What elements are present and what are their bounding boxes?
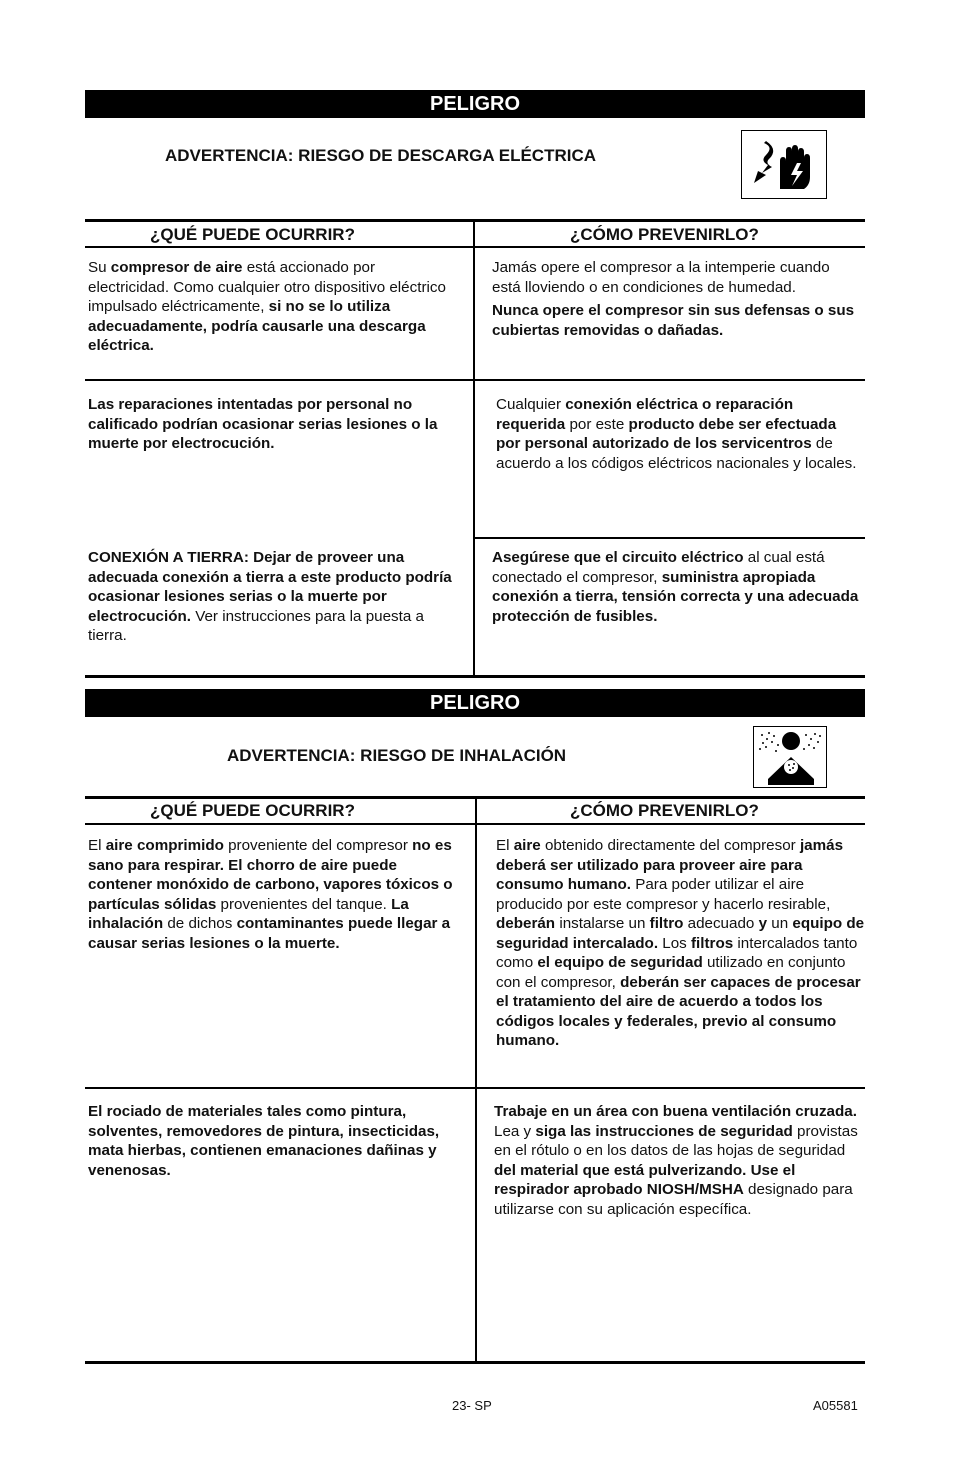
- cell-left: [88, 258, 460, 360]
- header-rule-right: [475, 246, 865, 248]
- table-bottom-rule: [85, 675, 865, 678]
- cell-left: [88, 1102, 460, 1184]
- cell-right: [494, 1102, 866, 1223]
- electric-shock-hand-icon: [741, 130, 827, 199]
- warning-title: ADVERTENCIA: RIESGO DE INHALACIÓN: [227, 746, 567, 765]
- paragraph: Nunca opere el compresor sin sus defensas o sus cubiertas removidas o dañadas.: [492, 302, 855, 339]
- paragraph: CONEXIÓN A TIERRA: Dejar de proveer una adecuada conexión a tierra a este producto podría ocasionar lesiones serias o la muerte por electrocución. Ver instrucciones para la puesta a tierra.: [88, 549, 452, 644]
- paragraph: Su compresor de aire está accionado por electricidad. Como cualquier otro dispositivo eléctrico impulsado eléctricamente, si no se lo utiliza adecuadamente, podría causarle una descarga eléctrica.: [88, 259, 446, 354]
- header-rule-left: [85, 823, 475, 825]
- document-code: A05581: [813, 1398, 858, 1413]
- danger-banner: PELIGRO: [85, 689, 865, 717]
- paragraph: Jamás opere el compresor a la intemperie cuando está lloviendo o en condiciones de humedad.: [492, 259, 830, 296]
- table-bottom-rule: [85, 1361, 865, 1364]
- inhalation-hazard-icon: [753, 726, 827, 788]
- paragraph: El aire obtenido directamente del compresor jamás deberá ser utilizado para proveer aire para consumo humano. Para poder utilizar el aire producido por este compresor y hacerlo resirable, deberán instalarse un filtro adecuado y un equipo de seguridad intercalado. Los filtros intercalados tanto como el equipo de seguridad utilizado en conjunto con el compresor, deberán ser capaces de procesar el tratamiento del aire de acuerdo a todos los códigos locales y federales, previo al consumo humano.: [496, 837, 865, 1049]
- column-divider: [475, 798, 477, 1363]
- paragraph: El rociado de materiales tales como pintura, solventes, removedores de pintura, insecticidas, mata hierbas, contienen emanaciones dañinas y venenosas.: [88, 1103, 440, 1179]
- paragraph: Trabaje en un área con buena ventilación cruzada. Lea y siga las instrucciones de seguridad provistas en el rótulo o en los datos de las hojas de seguridad del material que está pulverizando. Use el respirador aprobado NIOSH/MSHA designado para utilizarse con su aplicación específica.: [494, 1103, 858, 1218]
- table-top-rule: [85, 219, 865, 222]
- cell-left: [88, 395, 460, 458]
- paragraph: Las reparaciones intentadas por personal no calificado podrían ocasionar serias lesiones o la muerte por electrocución.: [88, 396, 438, 452]
- row-divider: [85, 379, 865, 381]
- header-rule-right: [477, 823, 865, 825]
- column-header-what: ¿QUÉ PUEDE OCURRIR?: [150, 225, 355, 244]
- paragraph: Cualquier conexión eléctrica o reparación requerida por este producto debe ser efectuada por personal autorizado de los servicentros de acuerdo a los códigos eléctricos nacionales y locales.: [496, 396, 857, 472]
- cell-left: [88, 548, 460, 650]
- column-header-how: ¿CÓMO PREVENIRLO?: [570, 225, 759, 244]
- column-header-what: ¿QUÉ PUEDE OCURRIR?: [150, 801, 355, 820]
- warning-title: ADVERTENCIA: RIESGO DE DESCARGA ELÉCTRICA: [165, 146, 597, 165]
- cell-right: [492, 258, 857, 344]
- paragraph: El aire comprimido proveniente del compresor no es sano para respirar. El chorro de aire puede contener monóxido de carbono, vapores tóxicos o partículas sólidas provenientes del tanque. La inhalación de dichos contaminantes puede llegar a causar serias lesiones o la muerte.: [88, 837, 453, 952]
- header-rule-left: [85, 246, 473, 248]
- cell-left: [88, 836, 460, 957]
- column-divider: [473, 221, 475, 677]
- cell-right: [496, 395, 858, 477]
- cell-right: [492, 548, 862, 630]
- cell-right: [496, 836, 866, 1055]
- page-number: 23- SP: [452, 1398, 492, 1413]
- paragraph: Asegúrese que el circuito eléctrico al cual está conectado el compresor, suministra apropiada conexión a tierra, tensión correcta y una adecuada protección de fusibles.: [492, 549, 859, 625]
- danger-banner: PELIGRO: [85, 90, 865, 118]
- row-divider: [475, 537, 865, 539]
- row-divider: [85, 1087, 865, 1089]
- column-header-how: ¿CÓMO PREVENIRLO?: [570, 801, 759, 820]
